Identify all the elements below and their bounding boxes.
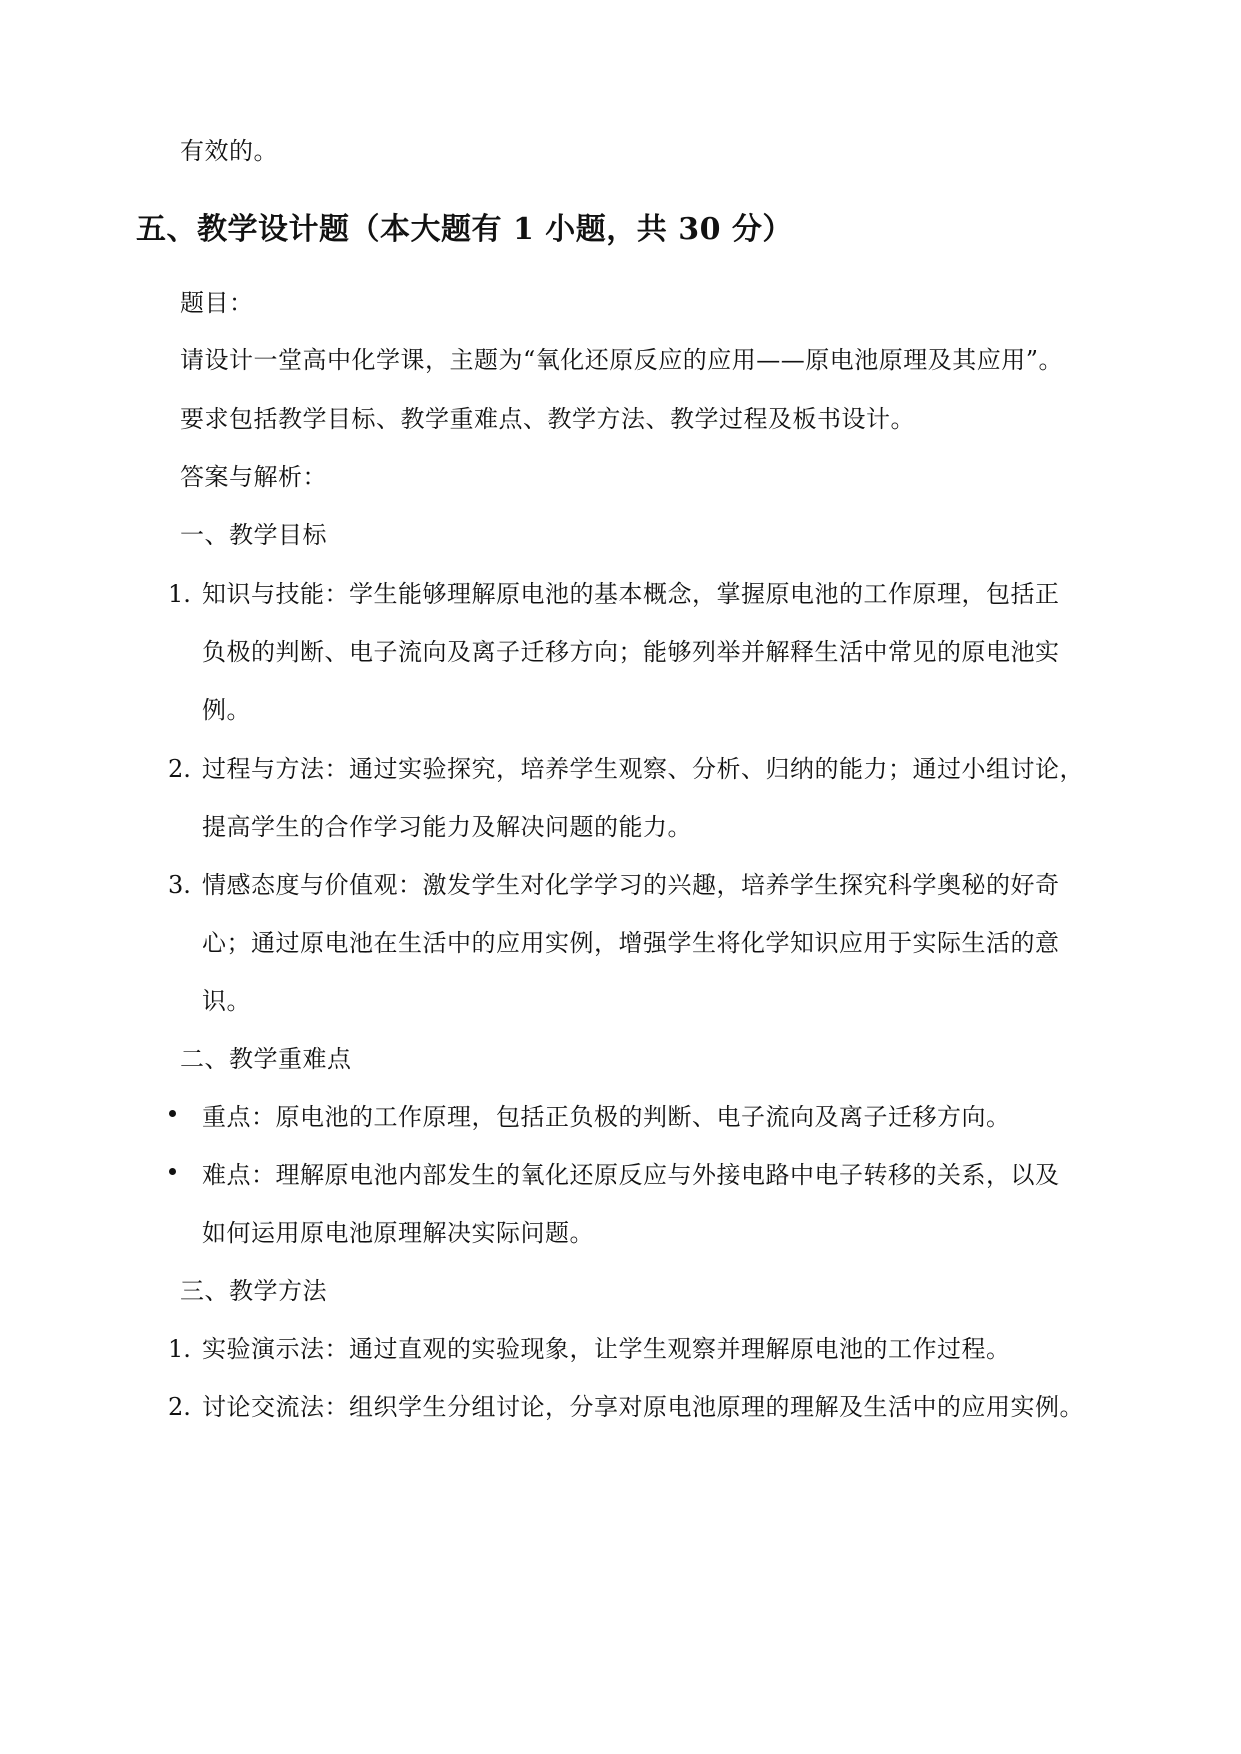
list-item-line: 知识与技能：学生能够理解原电池的基本概念，掌握原电池的工作原理，包括正 — [202, 580, 1060, 608]
list-number: 2. — [168, 1393, 191, 1421]
list-item-line: 提高学生的合作学习能力及解决问题的能力。 — [202, 813, 692, 841]
question-label: 题目： — [180, 289, 254, 317]
list-item-line: 例。 — [202, 696, 251, 724]
list-item-line: 实验演示法：通过直观的实验现象，让学生观察并理解原电池的工作过程。 — [202, 1335, 1011, 1363]
bullet-icon — [169, 1168, 176, 1175]
list-number: 2. — [168, 755, 191, 783]
continuation-text: 有效的。 — [180, 137, 278, 165]
list-item-line: 识。 — [202, 987, 251, 1015]
list-number: 3. — [168, 871, 191, 899]
list-item-line: 心；通过原电池在生活中的应用实例，增强学生将化学知识应用于实际生活的意 — [202, 929, 1060, 957]
bullet-icon — [169, 1110, 176, 1117]
question-text-line: 要求包括教学目标、教学重难点、教学方法、教学过程及板书设计。 — [180, 405, 915, 433]
question-text-line: 请设计一堂高中化学课，主题为“氧化还原反应的应用——原电池原理及其应用”。 — [180, 346, 1064, 374]
list-item-line: 讨论交流法：组织学生分组讨论，分享对原电池原理的理解及生活中的应用实例。 — [202, 1393, 1084, 1421]
subsection-heading: 一、教学目标 — [180, 521, 327, 549]
list-item-line: 负极的判断、电子流向及离子迁移方向；能够列举并解释生活中常见的原电池实 — [202, 638, 1060, 666]
subsection-heading: 三、教学方法 — [180, 1277, 327, 1305]
list-item-line: 难点：理解原电池内部发生的氧化还原反应与外接电路中电子转移的关系，以及 — [202, 1161, 1060, 1189]
list-number: 1. — [168, 1335, 191, 1363]
list-item-line: 过程与方法：通过实验探究，培养学生观察、分析、归纳的能力；通过小组讨论， — [202, 755, 1084, 783]
section-heading: 五、教学设计题（本大题有 1 小题，共 30 分） — [136, 212, 793, 247]
subsection-heading: 二、教学重难点 — [180, 1045, 352, 1073]
list-number: 1. — [168, 580, 191, 608]
answer-label: 答案与解析： — [180, 463, 327, 491]
list-item-line: 情感态度与价值观：激发学生对化学学习的兴趣，培养学生探究科学奥秘的好奇 — [202, 871, 1060, 899]
list-item-line: 重点：原电池的工作原理，包括正负极的判断、电子流向及离子迁移方向。 — [202, 1103, 1011, 1131]
list-item-line: 如何运用原电池原理解决实际问题。 — [202, 1219, 594, 1247]
